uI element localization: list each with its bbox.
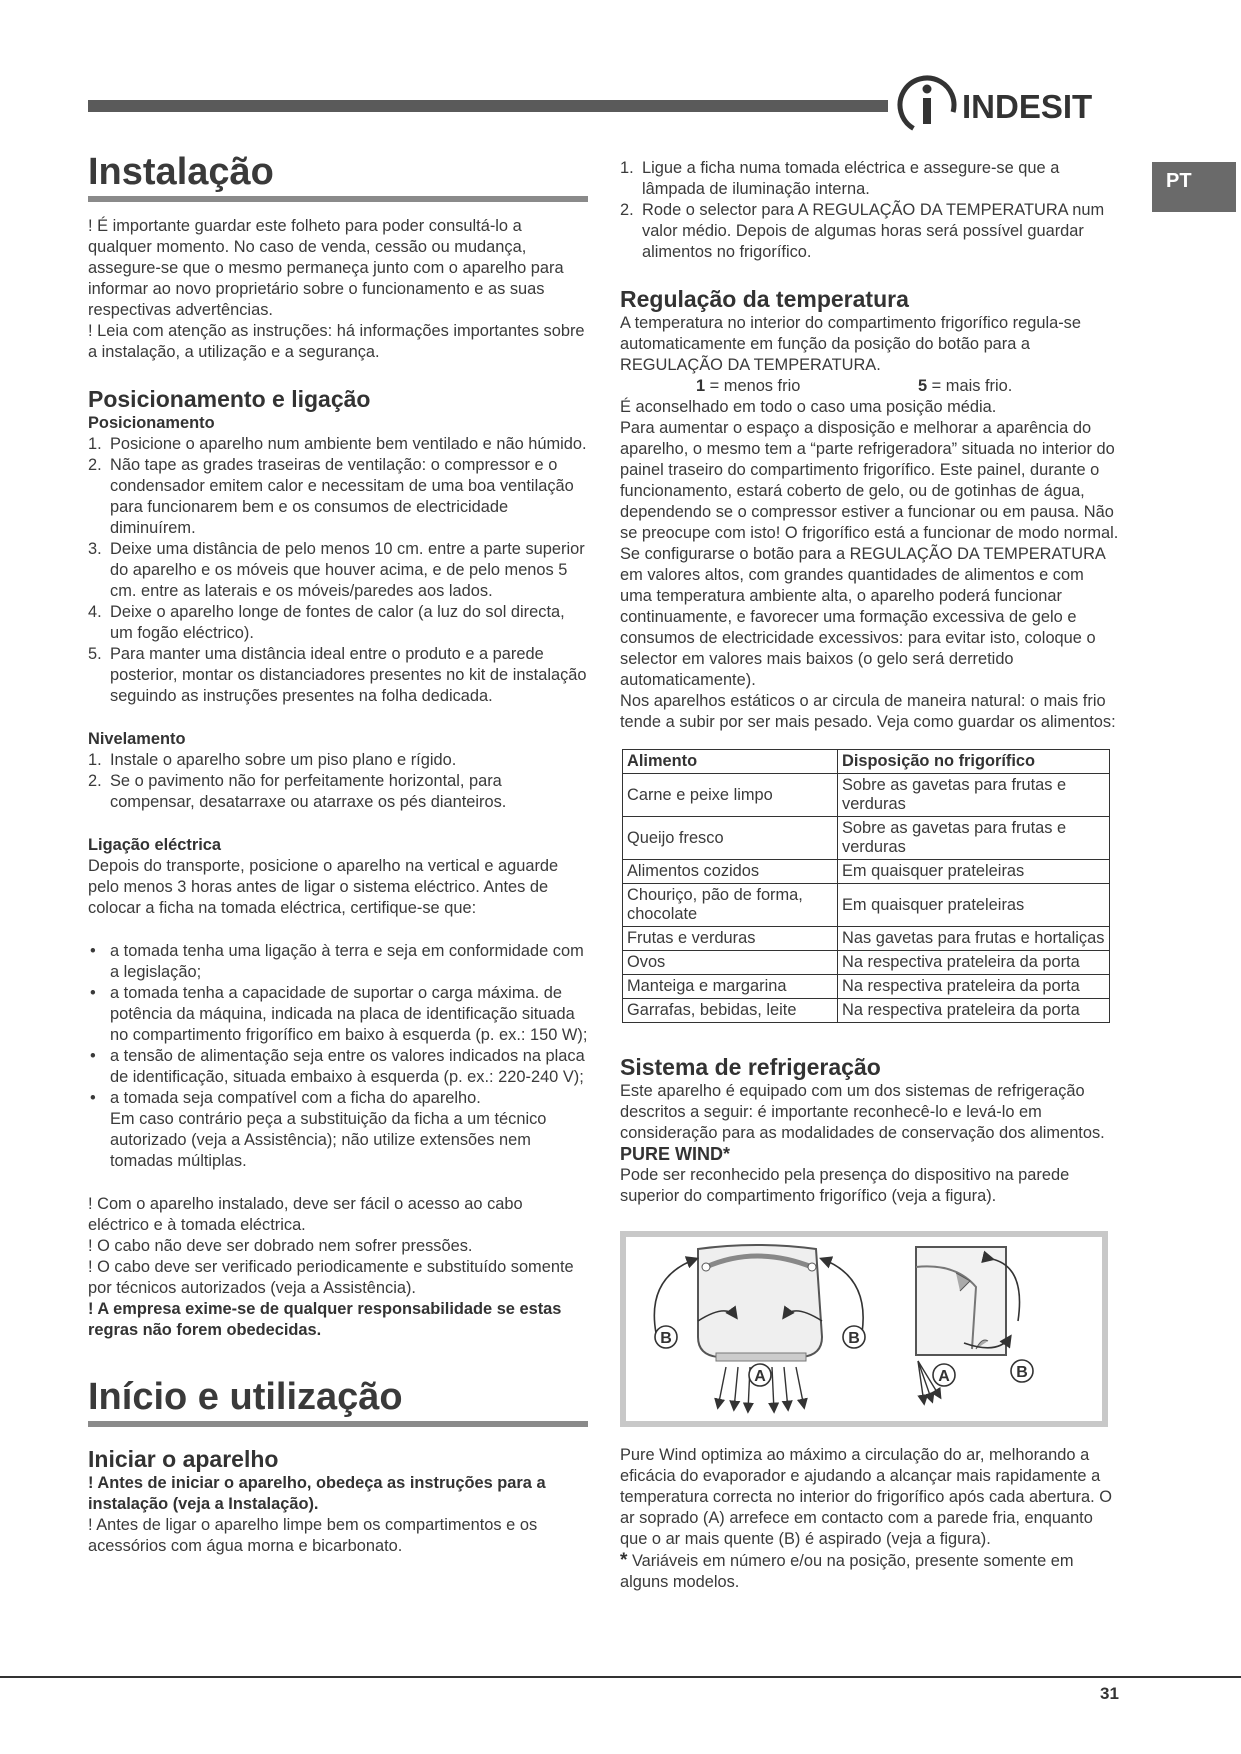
- table-row: Ovos Na respectiva prateleira da porta: [623, 951, 1110, 975]
- start-paragraph: ! Antes de ligar o aparelho limpe bem os compartimentos e os acessórios com água morna e bicarbonato.: [88, 1516, 538, 1555]
- list-item: 1. Instale o aparelho sobre um piso plano e rígido.: [88, 751, 457, 769]
- electrical-checklist: [88, 941, 588, 1172]
- leveling-list: [88, 750, 588, 813]
- installation-title: Instalação: [88, 150, 588, 202]
- temperature-min: 1 = menos frio: [696, 377, 801, 395]
- temperature-max: 5 = mais frio.: [918, 377, 1013, 395]
- positioning-list: [88, 434, 588, 707]
- pure-wind-paragraph: Pode ser reconhecido pela presença do dispositivo na parede superior do compartimento frigorífico (veja a figura).: [620, 1166, 1070, 1205]
- language-tab: PT: [1152, 162, 1236, 212]
- list-item: 1. Ligue a ficha numa tomada eléctrica e assegure-se que a lâmpada de iluminação interna.: [620, 159, 1060, 198]
- table-row: Queijo fresco Sobre as gavetas para frutas e verduras: [623, 817, 1110, 860]
- list-item: 1. Posicione o aparelho num ambiente bem ventilado e não húmido.: [88, 435, 587, 453]
- list-item: 3. Deixe uma distância de pelo menos 10 cm. entre a parte superior do aparelho e os móveis que houver acima, e de pelo menos 5 cm. entre as laterais e os móveis/paredes aos lados.: [88, 540, 585, 600]
- table-row: Chouriço, pão de forma, chocolate Em quaisquer prateleiras: [623, 884, 1110, 927]
- temperature-paragraph-4: Nos aparelhos estáticos o ar circula de maneira natural: o mais frio tende a subir por ser mais pesado. Veja como guardar os alimentos:: [620, 692, 1116, 731]
- temperature-title: Regulação da temperatura: [620, 286, 909, 312]
- warning-2: ! O cabo não deve ser dobrado nem sofrer pressões.: [88, 1237, 473, 1255]
- temperature-paragraph-3: Para aumentar o espaço a disposição e melhorar a aparência do aparelho, o mesmo tem a “parte refrigeradora” situada no interior do painel traseiro do compartimento frigorífico. Este painel, durante o funcionamento, estará coberto de gelo, ou de gotinhas de água, dependendo se o compressor estiver a funcionar ou em pausa. Não se preocupe com isto! O frigorífico está a funcionar de modo normal. Se configurarse o botão para a REGULAÇÃO DA TEMPERATURA em valores altos, com grandes quantidades de alimentos e com uma temperatura ambiente alta, o aparelho poderá funcionar continuamente, e favorecer uma formação excessiva de gelo e consumos de electricidade excessivos: para evitar isto, coloque o selector em valores mais baixos (o gelo será derretido automaticamente).: [620, 419, 1119, 689]
- pure-wind-figure: [620, 1231, 1108, 1427]
- table-row: Garrafas, bebidas, leite Na respectiva prateleira da porta: [623, 999, 1110, 1023]
- food-storage-table: [622, 749, 1110, 1023]
- cooling-system-title: Sistema de refrigeração: [620, 1054, 881, 1080]
- warning-4: ! A empresa exime-se de qualquer responsabilidade se estas regras não forem obedecidas.: [88, 1300, 562, 1339]
- brand-logo: [894, 72, 1124, 138]
- svg-text:A: A: [754, 1368, 766, 1385]
- warning-3: ! O cabo deve ser verificado periodicamente e substituído somente por técnicos autorizados (veja a Assistência).: [88, 1258, 574, 1297]
- left-column: [88, 150, 588, 1557]
- list-item: 2. Se o pavimento não for perfeitamente horizontal, para compensar, desatarraxe ou atarraxe os pés dianteiros.: [88, 772, 507, 811]
- pure-wind-title: PURE WIND*: [620, 1144, 731, 1164]
- svg-text:B: B: [1016, 1364, 1028, 1381]
- figure-label-a-front: [749, 1364, 771, 1386]
- warning-1: ! Com o aparelho instalado, deve ser fácil o acesso ao cabo eléctrico e à tomada eléctrica.: [88, 1195, 523, 1234]
- start-warning-bold: ! Antes de iniciar o aparelho, obedeça as instruções para a instalação (veja a Instalação).: [88, 1474, 546, 1513]
- figure-label-b-right: [843, 1326, 865, 1348]
- positioning-subtitle: Posicionamento: [88, 414, 215, 432]
- footnote: * Variáveis em número e/ou na posição, presente somente em alguns modelos.: [620, 1550, 1074, 1591]
- list-item: • a tensão de alimentação seja entre os valores indicados na placa de identificação, situada embaixo à esquerda (p. ex.: 220-240 V);: [88, 1046, 588, 1088]
- start-use-title: Início e utilização: [88, 1375, 588, 1427]
- temperature-paragraph-2: É aconselhado em todo o caso uma posição média.: [620, 398, 997, 416]
- header-rule: [88, 100, 888, 112]
- temperature-paragraph-1: A temperatura no interior do compartimento frigorífico regula-se automaticamente em função da posição do botão para a REGULAÇÃO DA TEMPERATURA.: [620, 314, 1081, 374]
- svg-text:B: B: [848, 1330, 860, 1347]
- start-steps-list: [620, 158, 1120, 263]
- intro-paragraph-2: ! Leia com atenção as instruções: há informações importantes sobre a instalação, a utilização e a segurança.: [88, 322, 585, 361]
- cooling-system-paragraph: Este aparelho é equipado com um dos sistemas de refrigeração descritos a seguir: é importante reconhecê-lo e levá-lo em consideração para as modalidades de conservação dos alimentos.: [620, 1082, 1105, 1142]
- list-item: • a tomada tenha a capacidade de suportar o carga máxima. de potência da máquina, indicada na placa de identificação situada no compartimento frigorífico em baixo à esquerda (p. ex.: 150 W);: [88, 983, 588, 1046]
- table-header-row: [623, 750, 1110, 774]
- temperature-scale: [620, 376, 1120, 397]
- table-row: Carne e peixe limpo Sobre as gavetas para frutas e verduras: [623, 774, 1110, 817]
- right-column: [620, 158, 1120, 1593]
- figure-label-b-side: [1011, 1360, 1033, 1382]
- list-item: 5. Para manter uma distância ideal entre o produto e a parede posterior, montar os distanciadores presentes no kit de instalação seguindo as instruções presentes na folha dedicada.: [88, 645, 587, 705]
- table-row: Alimentos cozidos Em quaisquer prateleiras: [623, 860, 1110, 884]
- list-item: 2. Rode o selector para A REGULAÇÃO DA TEMPERATURA num valor médio. Depois de algumas horas será possível guardar alimentos no frigorífico.: [620, 201, 1105, 261]
- brand-name: INDESIT: [962, 88, 1093, 125]
- table-row: Manteiga e margarina Na respectiva prateleira da porta: [623, 975, 1110, 999]
- list-item: • a tomada seja compatível com a ficha do aparelho. Em caso contrário peça a substituição da ficha a um técnico autorizado (veja a Assistência); não utilize extensões nem tomadas múltiplas.: [88, 1088, 588, 1172]
- pure-wind-paragraph-2: Pure Wind optimiza ao máximo a circulação do ar, melhorando a eficácia do evaporador e ajudando a alcançar mais rapidamente a temperatura correcta no interior do frigorífico após cada abertura. O ar soprado (A) arrefece em contacto com a parede fria, enquanto que o ar mais quente (B) é aspirado (veja a figura).: [620, 1446, 1112, 1548]
- figure-label-b-left: [655, 1326, 677, 1348]
- positioning-title: Posicionamento e ligação: [88, 386, 371, 412]
- electrical-paragraph: Depois do transporte, posicione o aparelho na vertical e aguarde pelo menos 3 horas antes de ligar o sistema eléctrico. Antes de colocar a ficha na tomada eléctrica, certifique-se que:: [88, 857, 559, 917]
- table-row: Frutas e verduras Nas gavetas para frutas e hortaliças: [623, 927, 1110, 951]
- electrical-subtitle: Ligação eléctrica: [88, 836, 222, 854]
- svg-text:B: B: [660, 1330, 672, 1347]
- footer-rule: [0, 1676, 1241, 1678]
- figure-label-a-side: [933, 1364, 955, 1386]
- table-header-food: Alimento: [623, 750, 838, 774]
- table-header-location: Disposição no frigorífico: [838, 750, 1110, 774]
- list-item: • a tomada tenha uma ligação à terra e seja em conformidade com a legislação;: [88, 941, 588, 983]
- intro-paragraph-1: ! É importante guardar este folheto para poder consultá-lo a qualquer momento. No caso de venda, cessão ou mudança, assegure-se que o mesmo permaneça junto com o aparelho para informar ao novo proprietário sobre o funcionamento e as suas respectivas advertências.: [88, 217, 564, 319]
- leveling-subtitle: Nivelamento: [88, 730, 186, 748]
- page-number: 31: [1100, 1684, 1119, 1703]
- list-item: 4. Deixe o aparelho longe de fontes de calor (a luz do sol directa, um fogão eléctrico).: [88, 603, 565, 642]
- start-appliance-title: Iniciar o aparelho: [88, 1446, 279, 1472]
- svg-text:A: A: [938, 1368, 950, 1385]
- list-item: 2. Não tape as grades traseiras de ventilação: o compressor e o condensador emitem calor e necessitam de uma boa ventilação para funcionarem bem e os consumos de electricidade diminuírem.: [88, 456, 574, 537]
